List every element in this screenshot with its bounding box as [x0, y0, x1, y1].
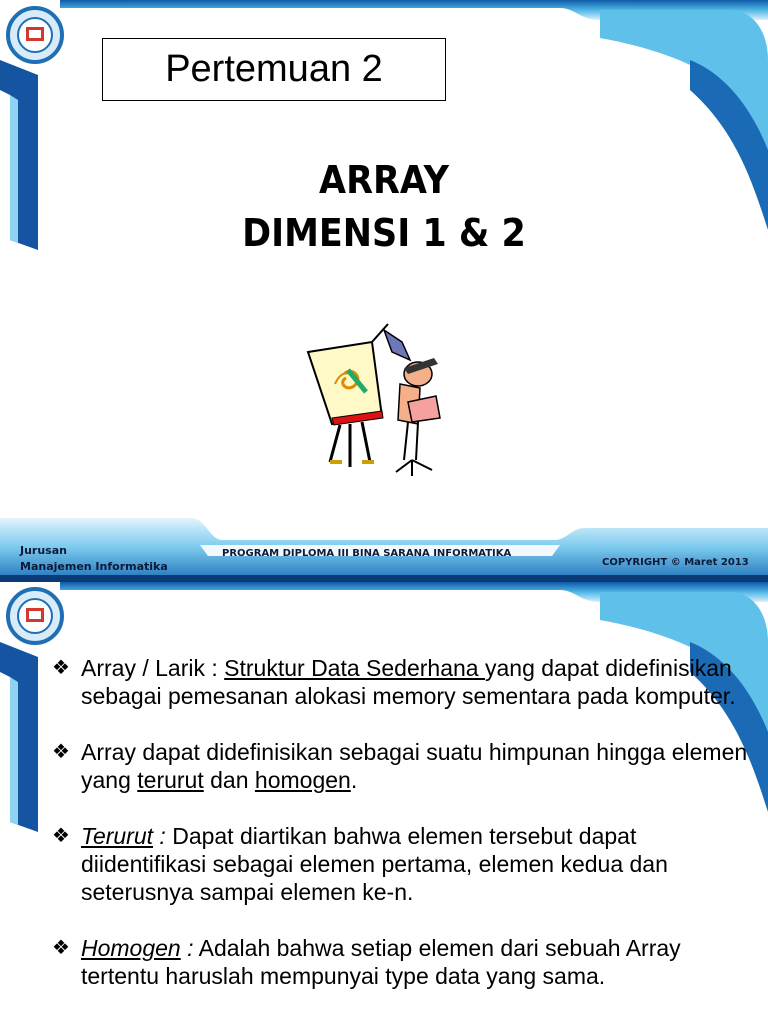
heading-dimensi: DIMENSI 1 & 2	[242, 211, 526, 255]
list-item: ❖ Terurut : Dapat diartikan bahwa elemen tersebut dapat diidentifikasi sebagai elemen pertama, elemen kedua dan seterusnya sampai elemen ke-n.	[52, 823, 668, 905]
list-item: ❖ Array / Larik : Struktur Data Sederhana yang dapat didefinisikan sebagai pemesanan alokasi memory sementara pada komputer.	[52, 655, 736, 709]
bsi-logo	[5, 5, 65, 65]
bsi-logo	[5, 586, 65, 646]
diamond-bullet-icon: ❖	[52, 657, 70, 679]
bullet-list	[50, 654, 750, 1018]
meeting-title-box: Pertemuan 2	[102, 38, 446, 101]
footer-department-line1: Jurusan	[20, 544, 67, 557]
diamond-bullet-icon: ❖	[52, 937, 70, 959]
footer-department-line2: Manajemen Informatika	[20, 560, 168, 573]
footer-copyright: COPYRIGHT © Maret 2013	[602, 557, 749, 568]
list-item: ❖ Homogen : Adalah bahwa setiap elemen dari sebuah Array tertentu haruslah mempunyai type data yang sama.	[52, 935, 681, 989]
slide-content	[0, 582, 768, 1024]
heading-array: ARRAY	[319, 158, 449, 202]
diamond-bullet-icon: ❖	[52, 825, 70, 847]
footer-program: PROGRAM DIPLOMA III BINA SARANA INFORMATIKA	[222, 548, 512, 559]
diamond-bullet-icon: ❖	[52, 741, 70, 763]
artist-easel-clipart	[300, 322, 450, 482]
list-item: ❖ Array dapat didefinisikan sebagai suatu himpunan hingga elemen yang terurut dan homogen.	[52, 739, 748, 793]
